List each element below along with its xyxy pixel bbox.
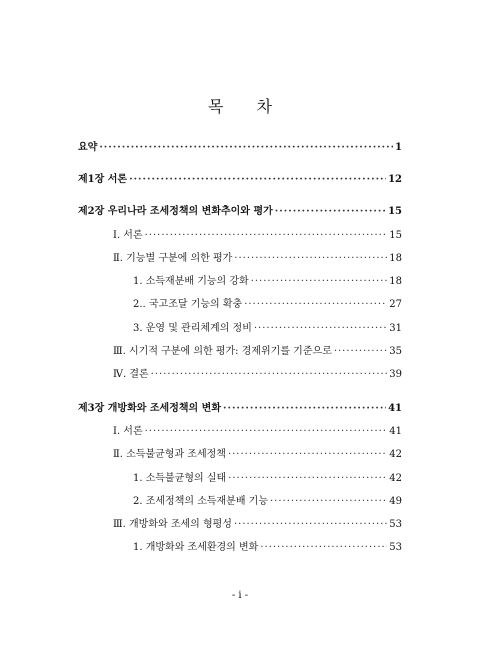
toc-entry-label: 제3장 개방화와 조세정책의 변화 — [78, 403, 221, 414]
toc-entry-page: 42 — [389, 473, 402, 484]
toc-entry-label: 1. 개방화와 조세환경의 변화 — [133, 542, 259, 553]
dot-leader — [251, 275, 388, 289]
dot-leader — [228, 448, 387, 462]
dot-leader — [99, 141, 393, 155]
toc-entry-label: 3. 운영 및 관리체계의 정비 — [133, 323, 252, 334]
toc-entry[interactable] — [113, 368, 402, 382]
toc-entry-label: 1. 소득재분배 기능의 강화 — [133, 276, 249, 287]
toc-entry-label: Ⅱ. 기능별 구분에 의한 평가 — [113, 253, 233, 264]
toc-entry-page: 41 — [388, 403, 402, 414]
toc-entry-page: 31 — [389, 323, 402, 334]
toc-entry-label: Ⅰ. 서론 — [113, 426, 143, 437]
toc-entry-page: 39 — [389, 369, 402, 380]
toc-entry-page: 35 — [389, 346, 402, 357]
dot-leader — [129, 173, 386, 187]
toc-entry-page: 1 — [395, 142, 402, 153]
toc-entry[interactable] — [113, 252, 402, 266]
toc-entry-page: 15 — [388, 206, 402, 217]
dot-leader — [334, 345, 387, 359]
toc-entry[interactable] — [133, 472, 402, 486]
dot-leader — [234, 252, 387, 266]
dot-leader — [260, 541, 387, 555]
dot-leader — [275, 205, 386, 219]
toc-entry[interactable] — [78, 205, 402, 219]
toc-entry[interactable] — [113, 518, 402, 532]
toc-entry[interactable] — [113, 448, 402, 462]
toc-entry-label: 2.. 국고조달 기능의 확충 — [133, 299, 243, 310]
toc-entry[interactable] — [78, 141, 402, 155]
toc-entry-label: Ⅲ. 시기적 구분에 의한 평가: 경제위기를 기준으로 — [113, 346, 332, 357]
dot-leader — [145, 425, 388, 439]
toc-entry-label: 1. 소득불균형의 실태 — [133, 473, 227, 484]
dot-leader — [234, 518, 387, 532]
dot-leader — [151, 368, 388, 382]
toc-entry-page: 41 — [389, 426, 402, 437]
toc-entry-label: 요약 — [78, 142, 98, 153]
dot-leader — [228, 472, 387, 486]
toc-entry[interactable] — [113, 229, 402, 243]
page-number-footer: - i - — [231, 590, 249, 601]
dot-leader — [223, 402, 386, 416]
toc-entry-page: 12 — [388, 174, 402, 185]
toc-entry-page: 15 — [389, 230, 402, 241]
toc-entry-label: Ⅱ. 소득불균형과 조세정책 — [113, 449, 226, 460]
toc-entry-label: 제1장 서론 — [78, 174, 128, 185]
toc-entry-page: 53 — [389, 519, 402, 530]
toc-entry-label: Ⅲ. 개방화와 조세의 형평성 — [113, 519, 232, 530]
dot-leader — [244, 298, 387, 312]
toc-entry[interactable] — [113, 345, 402, 359]
toc-entry-page: 42 — [389, 449, 402, 460]
toc-entry[interactable] — [78, 173, 402, 187]
toc-entry[interactable] — [133, 298, 402, 312]
page-title: 목 차 — [208, 97, 286, 116]
toc-entry-page: 27 — [389, 299, 402, 310]
dot-leader — [254, 322, 387, 336]
dot-leader — [270, 495, 387, 509]
toc-entry-label: Ⅳ. 결론 — [113, 369, 149, 380]
toc-entry[interactable] — [133, 275, 402, 289]
toc-entry-page: 18 — [389, 276, 402, 287]
toc-entry-page: 18 — [389, 253, 402, 264]
toc-entry[interactable] — [78, 402, 402, 416]
toc-entry-label: Ⅰ. 서론 — [113, 230, 143, 241]
toc-entry-label: 2. 조세정책의 소득재분배 기능 — [133, 496, 268, 507]
toc-entry[interactable] — [133, 322, 402, 336]
dot-leader — [145, 229, 388, 243]
toc-entry[interactable] — [113, 425, 402, 439]
toc-entry[interactable] — [133, 495, 402, 509]
toc-entry-label: 제2장 우리나라 조세정책의 변화추이와 평가 — [78, 206, 273, 217]
toc-entry-page: 53 — [389, 542, 402, 553]
toc-entry-page: 49 — [389, 496, 402, 507]
toc-entry[interactable] — [133, 541, 402, 555]
